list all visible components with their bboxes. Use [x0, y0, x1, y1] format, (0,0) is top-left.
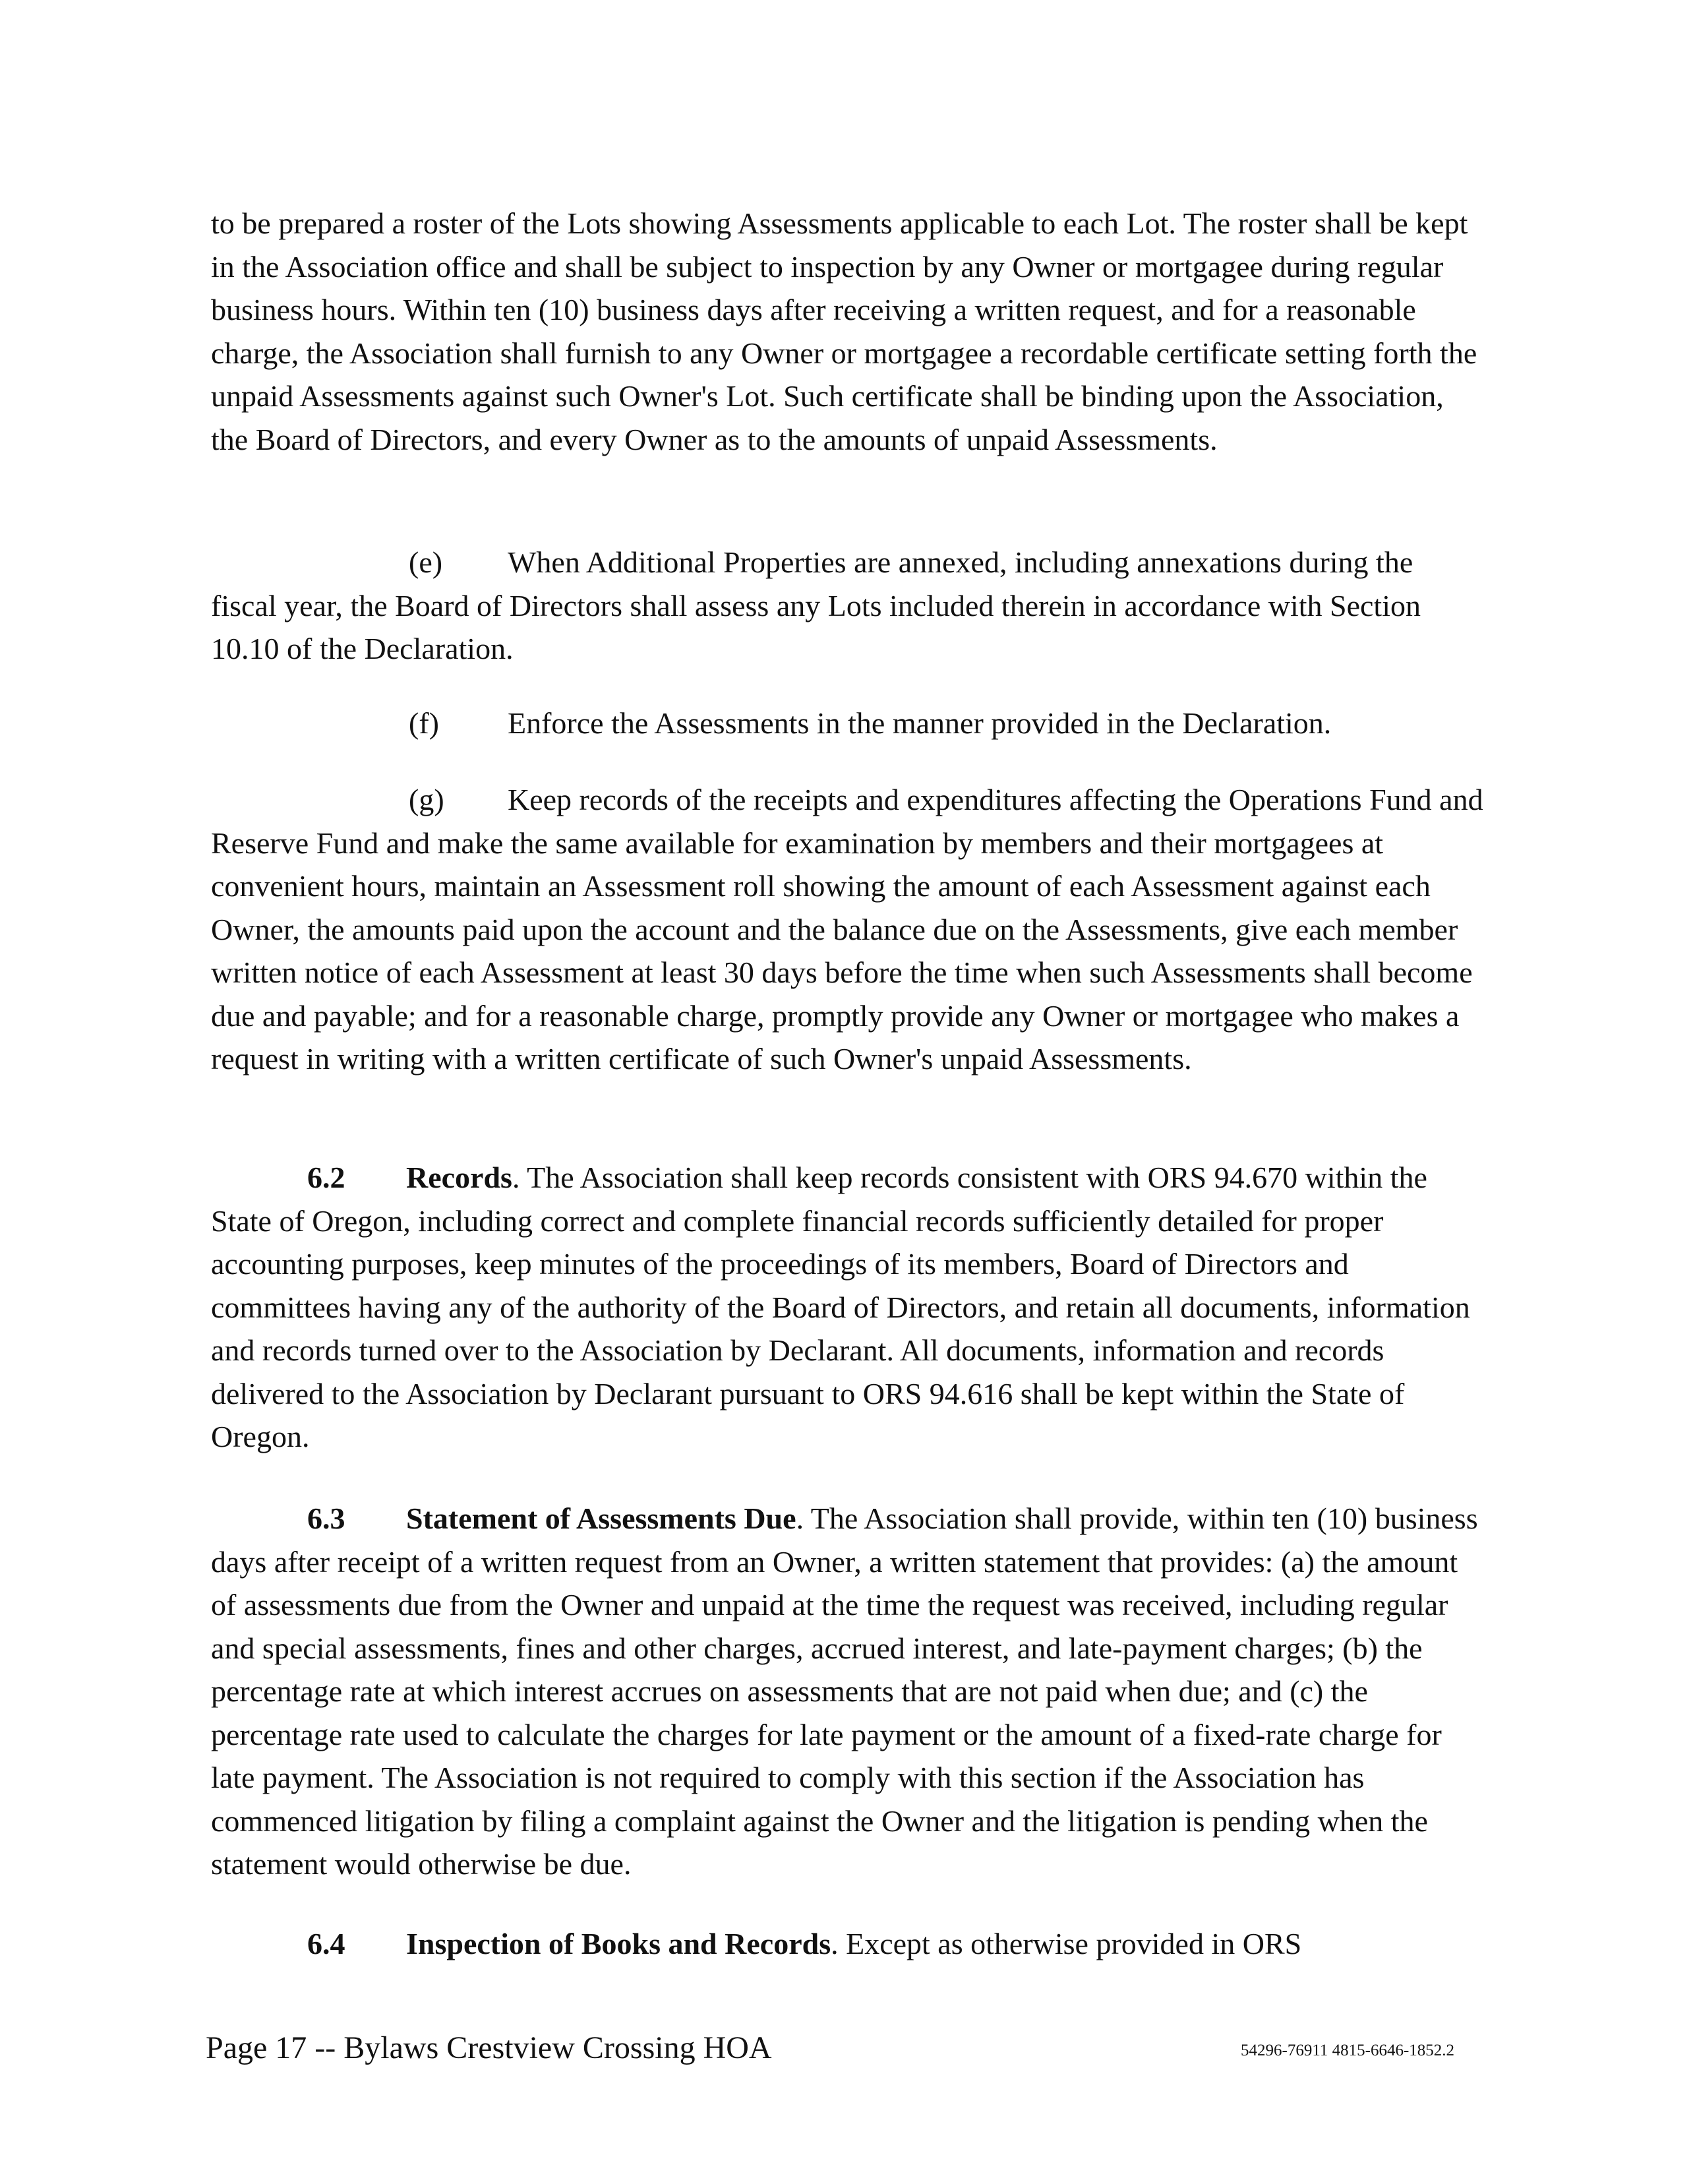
- section-6-3: [211, 1497, 1483, 1886]
- subsection-text: Keep records of the receipts and expenditures affecting the Operations Fund and Reserve Fund and make the same available for examination by members and their mortgagees at convenient hours, maintain an Assessment roll showing the amount of each Assessment against each Owner, the amounts paid upon the account and the balance due on the Assessments, give each member written notice of each Assessment at least 30 days before the time when such Assessments shall become due and payable; and for a reasonable charge, promptly provide any Owner or mortgagee who makes a request in writing with a written certificate of such Owner's unpaid Assessments.: [211, 783, 1483, 1076]
- subsection-text: When Additional Properties are annexed, including annexations during the fiscal year, the Board of Directors shall assess any Lots included therein in accordance with Section 10.10 of the Declaration.: [211, 545, 1421, 665]
- subsection-letter: (f): [409, 706, 439, 740]
- section-number: 6.4: [307, 1927, 345, 1960]
- footer-page-label: Page 17 -- Bylaws Crestview Crossing HOA: [206, 2030, 772, 2065]
- subsection-text: Enforce the Assessments in the manner provided in the Declaration.: [508, 706, 1332, 740]
- section-text: . Except as otherwise provided in ORS: [831, 1927, 1302, 1960]
- paragraph-continuation: to be prepared a roster of the Lots showing Assessments applicable to each Lot. The roster shall be kept in the Association office and shall be subject to inspection by any Owner or mortgagee during regular business hours. Within ten (10) business days after receiving a written request, and for a reasonable charge, the Association shall furnish to any Owner or mortgagee a recordable certificate setting forth the unpaid Assessments against such Owner's Lot. Such certificate shall be binding upon the Association, the Board of Directors, and every Owner as to the amounts of unpaid Assessments.: [211, 206, 1477, 456]
- subsection-f: [211, 702, 1483, 745]
- subsection-g: [211, 778, 1483, 1081]
- section-text: . The Association shall keep records consistent with ORS 94.670 within the State of Oregon, including correct and complete financial records sufficiently detailed for proper accounting purposes, keep minutes of the proceedings of its members, Board of Directors and committees having any of the authority of the Board of Directors, and retain all documents, information and records turned over to the Association by Declarant. All documents, information and records delivered to the Association by Declarant pursuant to ORS 94.616 shall be kept within the State of Oregon.: [211, 1161, 1470, 1453]
- section-title: Statement of Assessments Due: [406, 1502, 796, 1535]
- subsection-letter: (g): [409, 783, 444, 816]
- section-6-4: [211, 1922, 1483, 1966]
- section-number: 6.3: [307, 1502, 345, 1535]
- subsection-letter: (e): [409, 545, 443, 579]
- section-title: Inspection of Books and Records: [406, 1927, 831, 1960]
- section-title: Records: [406, 1161, 512, 1194]
- section-number: 6.2: [307, 1161, 345, 1194]
- section-6-2: [211, 1156, 1483, 1459]
- subsection-e: [211, 541, 1483, 671]
- section-text: . The Association shall provide, within ten (10) business days after receipt of a written request from an Owner, a written statement that provides: (a) the amount of assessments due from the Owner and unpaid at the time the request was received, including regular and special assessments, fines and other charges, accrued interest, and late-payment charges; (b) the percentage rate at which interest accrues on assessments that are not paid when due; and (c) the percentage rate used to calculate the charges for late payment or the amount of a fixed-rate charge for late payment. The Association is not required to comply with this section if the Association has commenced litigation by filing a complaint against the Owner and the litigation is pending when the statement would otherwise be due.: [211, 1502, 1478, 1881]
- footer-doc-id: 54296-76911 4815-6646-1852.2: [1241, 2042, 1455, 2059]
